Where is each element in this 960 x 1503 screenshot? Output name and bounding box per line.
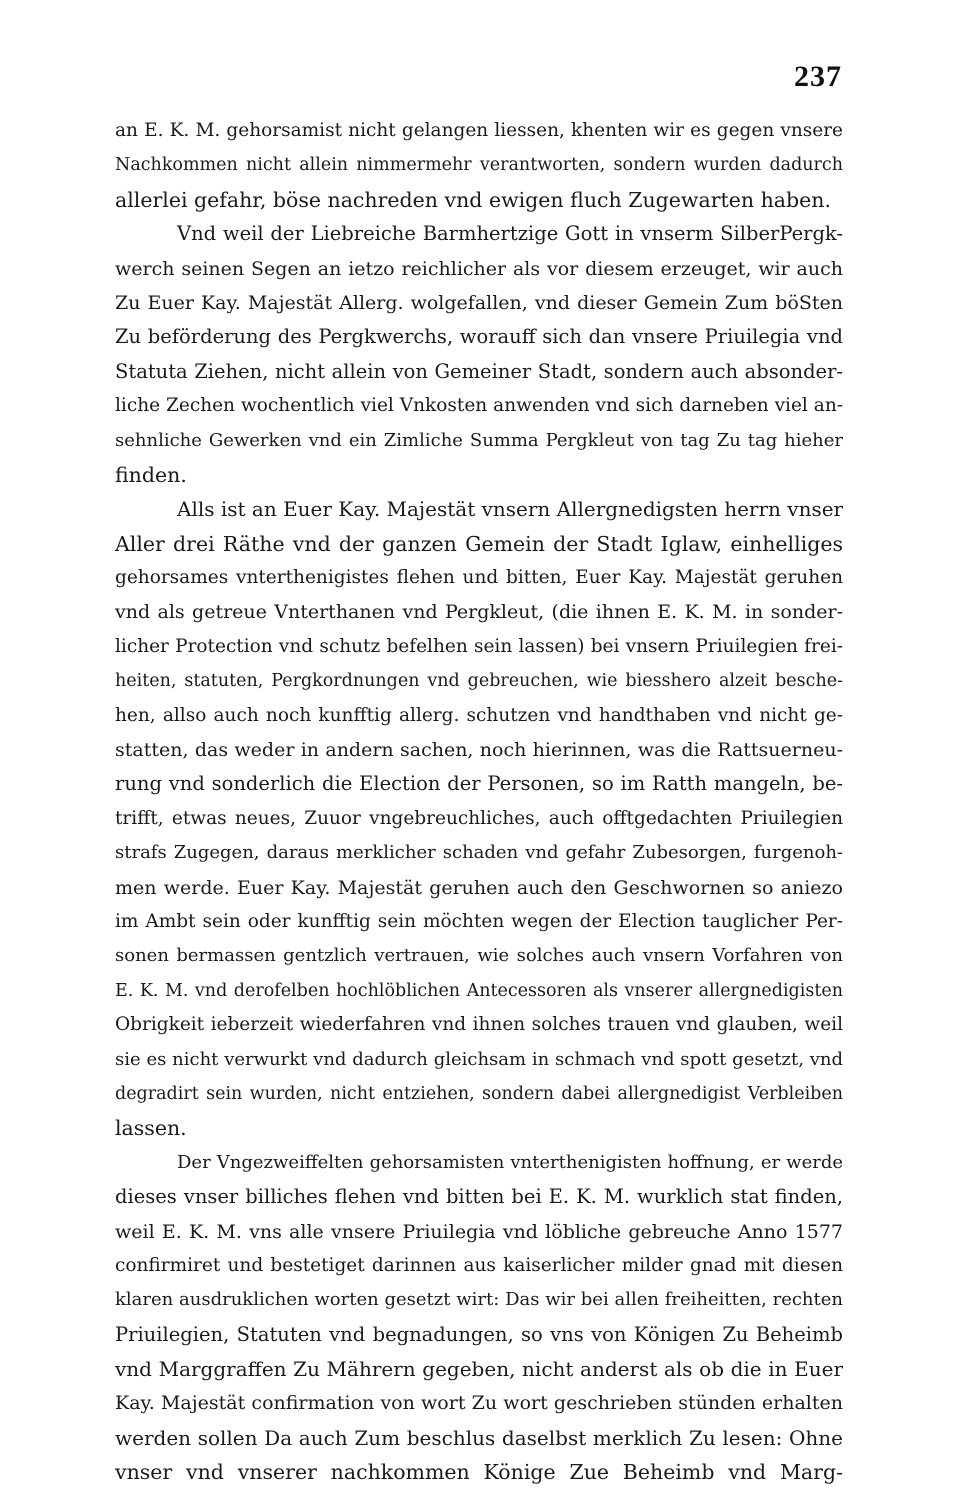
text-line: statten, das weder in andern sachen, noch hierinnen, was die Rattsuerneu-: [115, 739, 843, 762]
text-line: Zu beförderung des Pergkwerchs, worauff sich dan vnsere Priuilegia vnd: [115, 325, 843, 349]
text-line: lassen.: [115, 1116, 187, 1141]
page-number: 237: [794, 60, 842, 93]
text-line: Alls ist an Euer Kay. Majestät vnsern Allergnedigsten herrn vnser: [177, 497, 843, 522]
text-line: vnd Marggraffen Zu Mährern gegeben, nicht anderst als ob die in Euer: [115, 1357, 843, 1382]
text-line: werden sollen Da auch Zum beschlus daselbst merklich Zu lesen: Ohne: [115, 1425, 843, 1450]
text-line: sehnliche Gewerken vnd ein Zimliche Summa Pergkleut von tag Zu tag hieher: [115, 429, 843, 451]
paragraph-3: [115, 492, 843, 1145]
text-line: hen, allso auch noch kunfftig allerg. schutzen vnd handthaben vnd nicht ge-: [115, 704, 843, 726]
text-line: klaren ausdruklichen worten gesetzt wirt: Das wir bei allen freiheitten, rechten: [115, 1289, 843, 1311]
text-line: E. K. M. vnd derofelben hochlöblichen Antecessoren als vnserer allergnedigisten: [115, 980, 843, 1001]
text-line: Statuta Ziehen, nicht allein von Gemeiner Stadt, sondern auch absonder-: [115, 359, 843, 383]
paragraph-1: [115, 114, 843, 217]
text-line: strafs Zugegen, daraus merklicher schaden vnd gefahr Zubesorgen, furgenoh-: [115, 842, 843, 864]
text-line: Kay. Majestät confirmation von wort Zu wort geschrieben stünden erhalten: [115, 1392, 843, 1415]
text-line: sonen bermassen gentzlich vertrauen, wie solches auch vnsern Vorfahren von: [115, 945, 843, 967]
text-line: dieses vnser billiches flehen vnd bitten bei E. K. M. wurklich stat finden,: [115, 1185, 843, 1209]
text-line: men werde. Euer Kay. Majestät geruhen auch den Geschwornen so aniezo: [115, 876, 843, 899]
text-line: weil E. K. M. vns alle vnsere Priuilegia vnd löbliche gebreuche Anno 1577: [115, 1220, 843, 1243]
text-line: Priuilegien, Statuten vnd begnadungen, so vns von Königen Zu Beheimb: [115, 1322, 843, 1346]
text-line: finden.: [115, 462, 187, 487]
text-line: sie es nicht verwurkt vnd dadurch gleichsam in schmach vnd spott gesetzt, vnd: [115, 1048, 843, 1070]
text-line: Aller drei Räthe vnd der ganzen Gemein der Stadt Iglaw, einhelliges: [115, 531, 843, 556]
text-line: im Ambt sein oder kunfftig sein möchten wegen der Election tauglicher Per-: [115, 910, 843, 932]
text-line: heiten, statuten, Pergkordnungen vnd gebreuchen, wie biesshero alzeit besche-: [115, 671, 843, 692]
text-line: Zu Euer Kay. Majestät Allerg. wolgefallen, vnd dieser Gemein Zum böSten: [115, 291, 843, 314]
text-line: Vnd weil der Liebreiche Barmhertzige Gott in vnserm SilberPergk-: [177, 222, 843, 246]
text-line: an E. K. M. gehorsamist nicht gelangen liessen, khenten wir es gegen vnsere: [115, 120, 843, 141]
text-line: trifft, etwas neues, Zuuor vngebreuchliches, auch offtgedachten Priuilegien: [115, 807, 843, 829]
text-line: degradirt sein wurden, nicht entziehen, sondern dabei allergnedigist Verbleiben: [115, 1083, 843, 1104]
text-line: allerlei gefahr, böse nachreden vnd ewigen fluch Zugewarten haben.: [115, 187, 831, 212]
text-line: licher Protection vnd schutz befelhen sein lassen) bei vnsern Priuilegien frei-: [115, 635, 843, 657]
text-line: gehorsames vnterthenigistes flehen und bitten, Euer Kay. Majestät geruhen: [115, 567, 843, 589]
text-line: werch seinen Segen an ietzo reichlicher als vor diesem erzeuget, wir auch: [115, 257, 843, 280]
text-line: liche Zechen wochentlich viel Vnkosten anwenden vnd sich darneben viel an-: [115, 395, 843, 417]
text-line: Nachkommen nicht allein nimmermehr verantworten, sondern wurden dadurch: [115, 155, 843, 176]
text-line: vnser vnd vnserer nachkommen Könige Zue Beheimb vnd Marg-: [115, 1460, 843, 1485]
text-line: vnd als getreue Vnterthanen vnd Pergkleut, (die ihnen E. K. M. in sonder-: [115, 601, 843, 624]
text-body: [115, 114, 843, 1490]
paragraph-4: [115, 1146, 843, 1490]
text-line: Der Vngezweiffelten gehorsamisten vnterthenigisten hoffnung, er werde: [177, 1151, 843, 1173]
text-line: Obrigkeit ieberzeit wiederfahren vnd ihnen solches trauen vnd glauben, weil: [115, 1014, 843, 1036]
text-line: confirmiret und bestetiget darinnen aus kaiserlicher milder gnad mit diesen: [115, 1254, 843, 1276]
paragraph-2: [115, 217, 843, 492]
text-line: rung vnd sonderlich die Election der Personen, so im Ratth mangeln, be-: [115, 772, 843, 796]
